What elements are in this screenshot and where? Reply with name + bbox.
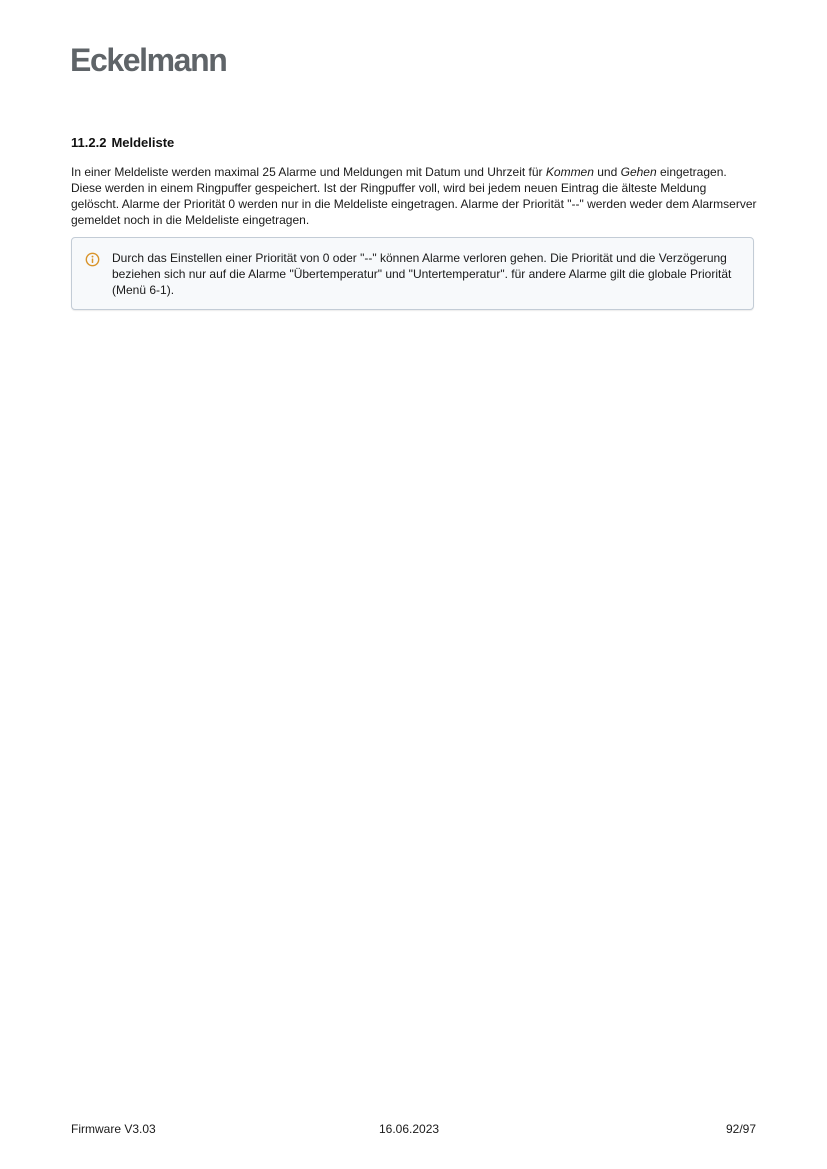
body-emphasis-kommen: Kommen bbox=[545, 165, 594, 179]
body-paragraph bbox=[71, 164, 757, 228]
section-heading bbox=[71, 135, 174, 150]
section-number: 11.2.2 bbox=[71, 135, 107, 150]
body-emphasis-gehen: Gehen bbox=[620, 165, 657, 179]
body-text-part1: In einer Meldeliste werden maximal 25 Alarme und Meldungen mit Datum und Uhrzeit für bbox=[71, 165, 546, 179]
company-logo: Eckelmann bbox=[70, 42, 227, 78]
info-note-box bbox=[71, 237, 754, 310]
footer-firmware-version: Firmware V3.03 bbox=[71, 1122, 156, 1136]
body-text-part3: eingetragen. Diese werden in einem Ringpuffer gespeichert. Ist der Ringpuffer voll, wird bei jedem neuen Eintrag die älteste Meldung gelöscht. Alarme der Priorität 0 werden nur in die Meldeliste eingetragen. Alarme der Priorität "--" werden weder dem Alarmserver gemeldet noch in die Meldeliste eingetragen. bbox=[71, 165, 757, 227]
body-text-part2: und bbox=[593, 165, 621, 179]
info-icon bbox=[85, 252, 100, 267]
footer-date: 16.06.2023 bbox=[379, 1122, 440, 1136]
section-title: Meldeliste bbox=[111, 135, 175, 150]
info-note-text: Durch das Einstellen einer Priorität von 0 oder "--" können Alarme verloren gehen. Die Priorität und die Verzögerung beziehen sich nur auf die Alarme "Übertemperatur" und "Untertemperatur". für andere Alarme gilt die globale Priorität (Menü 6-1). bbox=[112, 251, 732, 297]
footer-page-number: 92/97 bbox=[725, 1122, 756, 1136]
